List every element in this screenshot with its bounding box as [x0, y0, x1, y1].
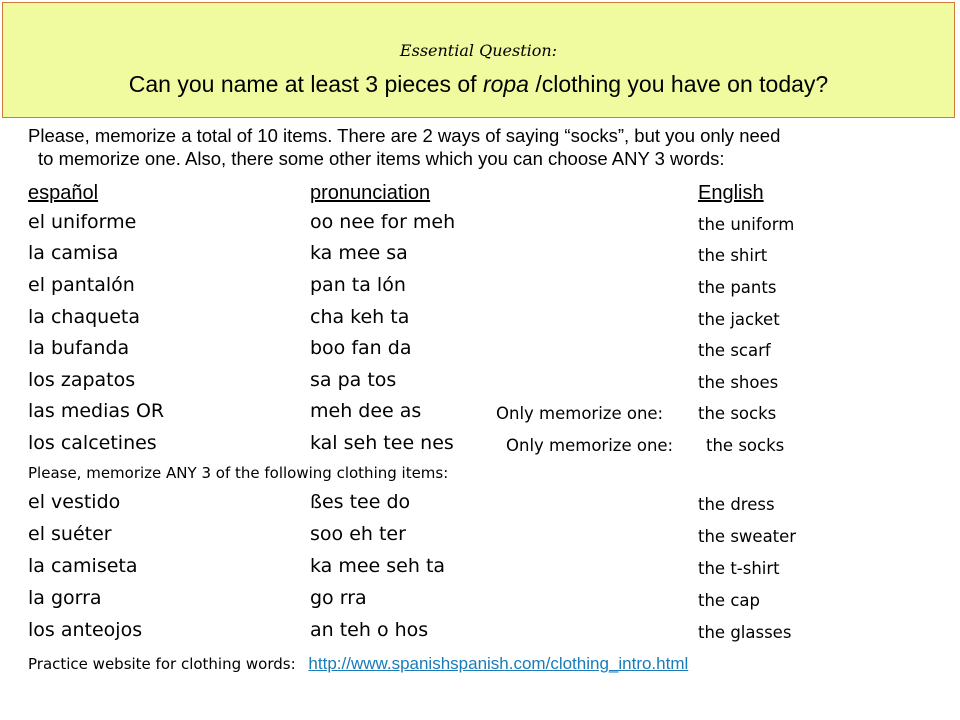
question-italic-word: ropa: [482, 71, 529, 97]
pronunciation: soo eh ter: [310, 523, 406, 545]
english-word: the socks: [698, 404, 777, 423]
header-spanish: español: [28, 182, 99, 204]
english-word: the socks: [706, 436, 785, 455]
spanish-word: las medias OR: [28, 400, 165, 422]
question-part-1: Can you name at least 3 pieces of: [128, 71, 483, 97]
english-word: the jacket: [698, 310, 780, 329]
instructions-line-1: Please, memorize a total of 10 items. There are 2 ways of saying “socks”, but you only need: [28, 125, 781, 146]
spanish-word: la camiseta: [28, 555, 138, 577]
pronunciation: ka mee seh ta: [310, 555, 446, 577]
practice-website-link[interactable]: http://www.spanishspanish.com/clothing_intro.html: [308, 654, 689, 673]
spanish-word: los calcetines: [28, 432, 157, 454]
vocab-row: [28, 491, 948, 521]
english-word: the shirt: [698, 246, 768, 265]
pronunciation: sa pa tos: [310, 369, 397, 391]
pronunciation: kal seh tee nes: [310, 432, 454, 454]
english-word: the pants: [698, 278, 777, 297]
vocab-row: [28, 274, 948, 304]
english-word: the t-shirt: [698, 559, 780, 578]
pronunciation: meh dee as: [310, 400, 422, 422]
vocab-row: [28, 523, 948, 553]
pronunciation: cha keh ta: [310, 306, 410, 328]
spanish-word: el pantalón: [28, 274, 135, 296]
header-english: English: [698, 182, 764, 204]
question-part-2: /clothing you have on today?: [528, 71, 829, 97]
practice-website-label: Practice website for clothing words:: [28, 655, 296, 673]
spanish-word: el suéter: [28, 523, 112, 545]
essential-question-text: [3, 71, 954, 98]
pronunciation: ka mee sa: [310, 242, 408, 264]
vocab-row: [28, 555, 948, 585]
memorize-one-note: Only memorize one:: [506, 436, 674, 455]
vocab-row: [28, 369, 948, 399]
spanish-word: la gorra: [28, 587, 102, 609]
english-word: the shoes: [698, 373, 779, 392]
spanish-word: el vestido: [28, 491, 121, 513]
english-word: the dress: [698, 495, 775, 514]
english-word: the scarf: [698, 341, 771, 360]
spanish-word: la camisa: [28, 242, 119, 264]
essential-question-box: [2, 2, 955, 118]
vocab-row: [28, 211, 948, 241]
pronunciation: pan ta lón: [310, 274, 406, 296]
vocab-row: [28, 337, 948, 367]
english-word: the cap: [698, 591, 760, 610]
vocab-row: [28, 587, 948, 617]
practice-website-line: [28, 654, 688, 674]
instructions: [28, 124, 948, 170]
pronunciation: an teh o hos: [310, 619, 429, 641]
instructions-line-2: to memorize one. Also, there some other items which you can choose ANY 3 words:: [38, 148, 725, 169]
english-word: the sweater: [698, 527, 797, 546]
spanish-word: la bufanda: [28, 337, 130, 359]
vocab-row: [28, 242, 948, 272]
pronunciation: go rra: [310, 587, 367, 609]
header-pronunciation: pronunciation: [310, 182, 431, 204]
spanish-word: los zapatos: [28, 369, 136, 391]
pronunciation: ßes tee do: [310, 491, 411, 513]
vocab-row: [28, 619, 948, 649]
memorize-one-note: Only memorize one:: [496, 404, 664, 423]
vocab-row: [28, 400, 948, 430]
column-headers: [28, 182, 948, 212]
pronunciation: oo nee for meh: [310, 211, 456, 233]
english-word: the uniform: [698, 215, 795, 234]
spanish-word: la chaqueta: [28, 306, 140, 328]
pronunciation: boo fan da: [310, 337, 412, 359]
english-word: the glasses: [698, 623, 792, 642]
essential-question-label: Essential Question:: [399, 41, 558, 60]
vocab-row: [28, 432, 948, 462]
spanish-word: el uniforme: [28, 211, 137, 233]
vocab-row: [28, 306, 948, 336]
spanish-word: los anteojos: [28, 619, 143, 641]
optional-note: Please, memorize ANY 3 of the following clothing items:: [28, 464, 449, 482]
